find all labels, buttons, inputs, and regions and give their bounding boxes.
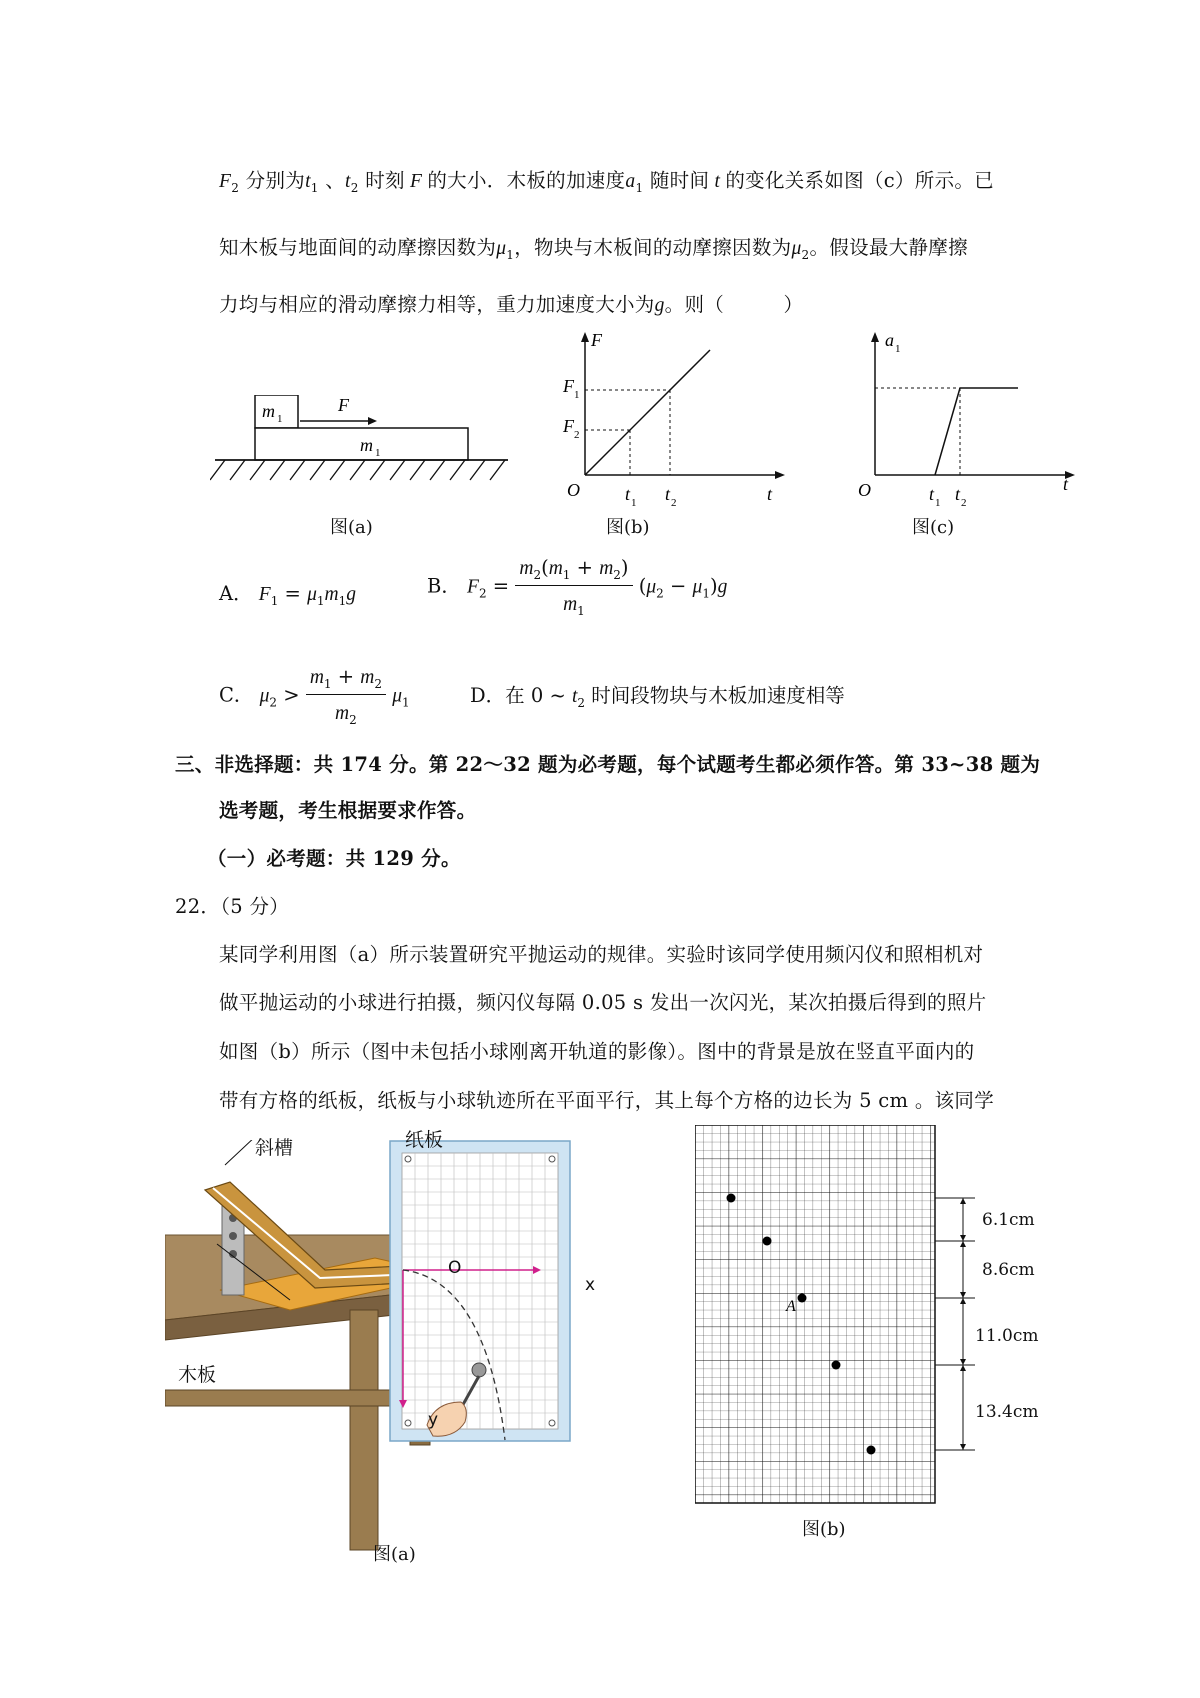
option-C: C． $\mu_2$ > $\frac{m_1 + m_2}{m_2}$ $\mu_1$ xyxy=(219,665,410,727)
svg-text:t: t xyxy=(625,484,631,504)
dim-8-6cm: 8.6cm xyxy=(982,1260,1035,1280)
svg-text:2: 2 xyxy=(961,497,967,509)
figure-a-block-board xyxy=(210,395,530,505)
svg-text:t: t xyxy=(1063,474,1069,494)
svg-text:F: F xyxy=(563,376,574,396)
intro-line-1: $F_2$ 分别为$t_1$ 、$t_2$ 时刻 F 的大小．木板的加速度$a_1$ 随时间 t 的变化关系如图（c）所示。已 xyxy=(219,169,994,195)
svg-text:O: O xyxy=(858,480,871,500)
figure-b-F-t-graph xyxy=(545,330,785,510)
intro-line-2: 知木板与地面间的动摩擦因数为$\mu_1$，物块与木板间的动摩擦因数为$\mu_2$。假设最大静摩擦 xyxy=(219,236,968,262)
svg-text:F: F xyxy=(591,330,602,350)
figure-b-caption: 图(b) xyxy=(606,517,650,538)
point-A-label: A xyxy=(786,1298,796,1315)
paper-board-label: 纸板 xyxy=(405,1129,444,1151)
svg-text:1: 1 xyxy=(574,389,580,401)
force-label: F xyxy=(338,395,349,415)
svg-text:1: 1 xyxy=(935,497,941,509)
option-B: B． $F_2$ = $\frac{m_2(m_1 + m_2)}{m_1}$ $(\mu_2 - \mu_1)g$ xyxy=(427,556,728,618)
q22-line3: 如图（b）所示（图中未包括小球刚离开轨道的影像）。图中的背景是放在竖直平面内的 xyxy=(219,1040,975,1063)
q22-line2: 做平抛运动的小球进行拍摄，频闪仪每隔 0.05 s 发出一次闪光，某次拍摄后得到的照片 xyxy=(219,991,987,1014)
svg-text:1: 1 xyxy=(277,413,283,425)
dim-11-0cm: 11.0cm xyxy=(975,1326,1039,1346)
dim-13-4cm: 13.4cm xyxy=(975,1402,1039,1422)
ball-point-3 xyxy=(798,1294,807,1303)
svg-text:1: 1 xyxy=(895,343,901,355)
figure-a-bottom-caption: 图(a) xyxy=(373,1544,416,1565)
figure-b-bottom-caption: 图(b) xyxy=(802,1519,846,1540)
dim-6-1cm: 6.1cm xyxy=(982,1210,1035,1230)
option-A: A． $F_1 = \mu_1m_1g$ xyxy=(219,582,357,608)
ball-point-1 xyxy=(727,1194,736,1203)
section3-line2: 选考题，考生根据要求作答。 xyxy=(219,799,477,822)
ground-hatch xyxy=(210,460,505,480)
option-D: D．在 0 ~ $t_2$ 时间段物块与木板加速度相等 xyxy=(470,684,845,710)
block-label: m xyxy=(262,401,275,421)
wood-board-label: 木板 xyxy=(178,1364,217,1386)
svg-text:a: a xyxy=(885,330,894,350)
section3-line1: 三、非选择题：共 174 分。第 22～32 题为必考题，每个试题考生都必须作答。第 33~38 题为 xyxy=(175,753,1041,776)
section3-subtitle: （一）必考题：共 129 分。 xyxy=(207,847,461,870)
chute-label: 斜槽 xyxy=(255,1137,294,1159)
svg-text:t: t xyxy=(955,484,961,504)
origin-O-label: O xyxy=(448,1258,462,1278)
svg-text:2: 2 xyxy=(671,497,677,509)
q22-number: 22．（5 分） xyxy=(175,895,290,918)
svg-text:t: t xyxy=(665,484,671,504)
svg-text:t: t xyxy=(767,484,773,504)
q22-line1: 某同学利用图（a）所示装置研究平抛运动的规律。实验时该同学使用频闪仪和照相机对 xyxy=(219,943,984,966)
svg-text:t: t xyxy=(929,484,935,504)
y-axis-label: y xyxy=(428,1410,439,1430)
figure-a-caption: 图(a) xyxy=(330,517,373,538)
ball-point-2 xyxy=(763,1237,772,1246)
svg-text:1: 1 xyxy=(631,497,637,509)
figure-a-apparatus xyxy=(165,1140,635,1560)
svg-text:O: O xyxy=(567,480,580,500)
board-label: m xyxy=(360,435,373,455)
q22-line4: 带有方格的纸板，纸板与小球轨迹所在平面平行，其上每个方格的边长为 5 cm 。该同学 xyxy=(219,1089,995,1112)
svg-text:F: F xyxy=(563,416,574,436)
ball-point-4 xyxy=(832,1361,841,1370)
x-axis-label: x xyxy=(585,1275,596,1295)
svg-text:2: 2 xyxy=(574,429,580,441)
ball-point-5 xyxy=(867,1446,876,1455)
figure-c-caption: 图(c) xyxy=(912,517,955,538)
svg-text:1: 1 xyxy=(375,447,381,459)
figure-c-a-t-graph xyxy=(850,330,1090,510)
intro-line-3: 力均与相应的滑动摩擦力相等，重力加速度大小为g。则（ ） xyxy=(219,293,804,316)
